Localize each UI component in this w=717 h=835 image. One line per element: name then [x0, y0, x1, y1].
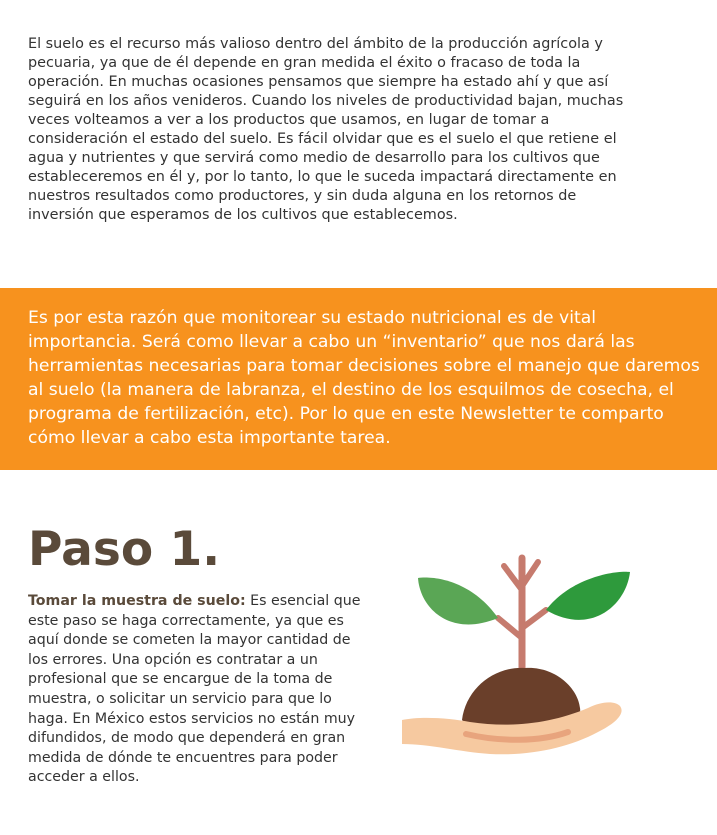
step-lead: Tomar la muestra de suelo:	[28, 593, 246, 609]
plant-in-hand-icon	[400, 548, 640, 758]
step-paragraph	[28, 592, 363, 788]
highlight-paragraph: Es por esta razón que monitorear su estado nutricional es de vital importancia. Será como llevar a cabo un “inventario” que nos dará las herramientas necesarias para tomar decisiones sobre el manejo que daremos al suelo (la manera de labranza, el destino de los esquilmos de cosecha, el programa de fertilización, etc). Por lo que en este Newsletter te comparto cómo llevar a cabo esta importante tarea.	[28, 308, 700, 448]
step-body: Es esencial que este paso se haga correctamente, ya que es aquí donde se cometen la mayor cantidad de los errores. Una opción es contratar a un profesional que se encargue de la toma de muestra, o solicitar un servicio para que lo haga. En México estos servicios no están muy difundidos, de modo que dependerá en gran medida de dónde te encuentres para poder acceder a ellos.	[28, 593, 361, 786]
intro-paragraph: El suelo es el recurso más valioso dentro del ámbito de la producción agrícola y pecuaria, ya que de él depende en gran medida el éxito o fracaso de toda la operación. En muchas ocasiones pensamos que siempre ha estado ahí y que así seguirá en los años venideros. Cuando los niveles de productividad bajan, muchas veces volteamos a ver a los productos que usamos, en lugar de tomar a consideración el estado del suelo. Es fácil olvidar que es el suelo el que retiene el agua y nutrientes y que servirá como medio de desarrollo para los cultivos que estableceremos en él y, por lo tanto, lo que le suceda impactará directamente en nuestros resultados como productores, y sin duda alguna en los retornos de inversión que esperamos de los cultivos que establecemos.	[28, 36, 624, 223]
highlight-band	[0, 288, 717, 470]
step-title: Paso 1.	[28, 522, 221, 577]
